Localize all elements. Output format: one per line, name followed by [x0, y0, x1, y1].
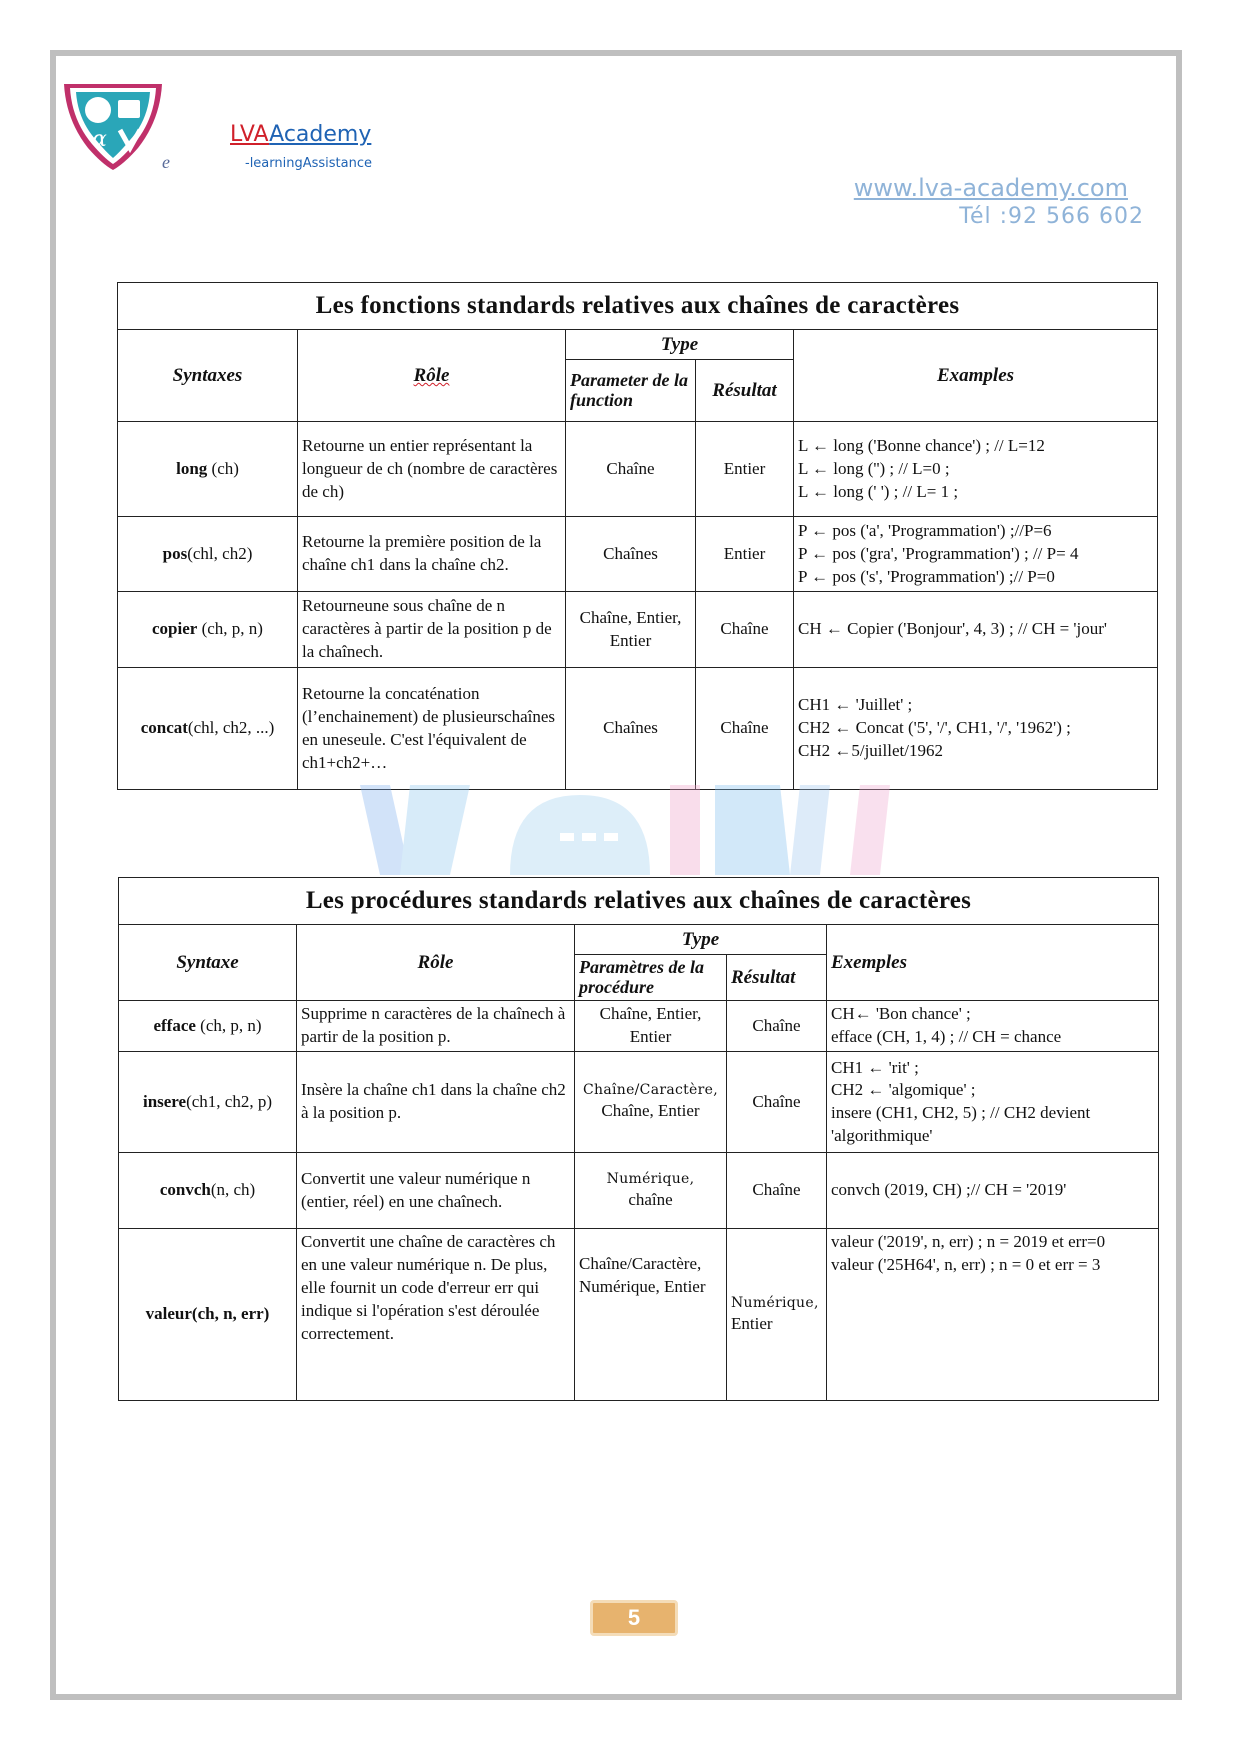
- table-row: [119, 1229, 1159, 1401]
- examples-cell: CH1 ← 'rit' ; CH2 ← 'algomique' ; insere (CH1, CH2, 5) ; // CH2 devient 'algorithmique': [827, 1052, 1159, 1153]
- param-cell: Chaîne/Caractère, Numérique, Entier: [575, 1229, 727, 1401]
- table-row: [118, 422, 1158, 517]
- brand-lva: LVA: [230, 122, 270, 147]
- role-cell: Retourne la première position de la chaîne ch1 dans la chaîne ch2.: [298, 517, 566, 592]
- syntax-cell: convch(n, ch): [119, 1153, 297, 1229]
- examples-cell: P ← pos ('a', 'Programmation') ;//P=6 P ← pos ('gra', 'Programmation') ; // P= 4 P ← pos ('s', 'Programmation') ;// P=0: [794, 517, 1158, 592]
- header-type: Type: [575, 924, 827, 955]
- brand-academy: Academy: [269, 122, 372, 147]
- svg-text:α: α: [92, 127, 107, 152]
- role-cell: Convertit une chaîne de caractères ch en une valeur numérique n. De plus, elle fournit un code d'erreur err qui indique si l'opération s'est déroulée correctement.: [297, 1229, 575, 1401]
- header-syntaxes: Syntaxes: [118, 329, 298, 422]
- syntax-cell: concat(chl, ch2, ...): [118, 668, 298, 790]
- syntax-cell: valeur(ch, n, err): [119, 1229, 297, 1401]
- role-cell: Retourne la concaténation (l’enchainement) de plusieurschaînes en uneseule. C'est l'équivalent de ch1+ch2+…: [298, 668, 566, 790]
- syntax-cell: copier (ch, p, n): [118, 592, 298, 668]
- syntax-cell: efface (ch, p, n): [119, 1001, 297, 1052]
- functions-table-title: Les fonctions standards relatives aux chaînes de caractères: [118, 283, 1158, 330]
- brand-tagline: -learningAssistance: [245, 156, 372, 171]
- header-exemples: Exemples: [827, 924, 1159, 1001]
- result-cell: Numérique, Entier: [727, 1229, 827, 1401]
- param-cell: Chaînes: [566, 517, 696, 592]
- examples-cell: CH← 'Bon chance' ; efface (CH, 1, 4) ; // CH = chance: [827, 1001, 1159, 1052]
- procedures-table-title: Les procédures standards relatives aux chaînes de caractères: [119, 878, 1159, 925]
- table-row: [119, 1052, 1159, 1153]
- header-role: Rôle: [298, 329, 566, 422]
- result-cell: Chaîne: [727, 1153, 827, 1229]
- page-number: 5: [590, 1600, 678, 1636]
- role-cell: Supprime n caractères de la chaînech à partir de la position p.: [297, 1001, 575, 1052]
- table-row: [118, 592, 1158, 668]
- param-cell: Chaîne/Caractère, Chaîne, Entier: [575, 1052, 727, 1153]
- examples-cell: L ← long ('Bonne chance') ; // L=12 L ← long ('') ; // L=0 ; L ← long (' ') ; // L= 1 ;: [794, 422, 1158, 517]
- examples-cell: CH ← Copier ('Bonjour', 4, 3) ; // CH = 'jour': [794, 592, 1158, 668]
- header-examples: Examples: [794, 329, 1158, 422]
- syntax-cell: pos(chl, ch2): [118, 517, 298, 592]
- result-cell: Entier: [696, 517, 794, 592]
- functions-table: [117, 282, 1158, 790]
- result-cell: Chaîne: [727, 1052, 827, 1153]
- result-cell: Chaîne: [727, 1001, 827, 1052]
- syntax-cell: insere(ch1, ch2, p): [119, 1052, 297, 1153]
- procedures-table: [118, 877, 1159, 1401]
- role-cell: Convertit une valeur numérique n (entier, réel) en une chaînech.: [297, 1153, 575, 1229]
- header-result: Résultat: [696, 360, 794, 422]
- logo-watermark-icon: [360, 785, 910, 875]
- result-cell: Chaîne: [696, 668, 794, 790]
- result-cell: Entier: [696, 422, 794, 517]
- header-type: Type: [566, 329, 794, 360]
- logo-e-letter: e: [162, 152, 170, 172]
- syntax-cell: long (ch): [118, 422, 298, 517]
- param-cell: Chaîne, Entier, Entier: [575, 1001, 727, 1052]
- header-parameter: Parameter de la function: [566, 360, 696, 422]
- header-role: Rôle: [297, 924, 575, 1001]
- param-cell: Numérique, chaîne: [575, 1153, 727, 1229]
- role-cell: Retourne un entier représentant la longueur de ch (nombre de caractères de ch): [298, 422, 566, 517]
- result-cell: Chaîne: [696, 592, 794, 668]
- examples-cell: CH1 ← 'Juillet' ; CH2 ← Concat ('5', '/', CH1, '/', '1962') ; CH2 ←5/juillet/1962: [794, 668, 1158, 790]
- header-parameters: Paramètres de la procédure: [575, 955, 727, 1001]
- table-row: [118, 668, 1158, 790]
- role-cell: Insère la chaîne ch1 dans la chaîne ch2 à la position p.: [297, 1052, 575, 1153]
- table-row: [119, 1153, 1159, 1229]
- header-result: Résultat: [727, 955, 827, 1001]
- param-cell: Chaîne: [566, 422, 696, 517]
- brand-name: [230, 122, 371, 147]
- phone-number: Tél :92 566 602: [959, 204, 1144, 229]
- academy-logo-icon: [58, 80, 168, 172]
- website-link[interactable]: www.lva-academy.com: [853, 174, 1128, 202]
- role-cell: Retourneune sous chaîne de n caractères à partir de la position p de la chaînech.: [298, 592, 566, 668]
- examples-cell: valeur ('2019', n, err) ; n = 2019 et err=0 valeur ('25H64', n, err) ; n = 0 et err = 3: [827, 1229, 1159, 1401]
- table-row: [119, 1001, 1159, 1052]
- param-cell: Chaînes: [566, 668, 696, 790]
- table-row: [118, 517, 1158, 592]
- param-cell: Chaîne, Entier, Entier: [566, 592, 696, 668]
- header-syntaxe: Syntaxe: [119, 924, 297, 1001]
- examples-cell: convch (2019, CH) ;// CH = '2019': [827, 1153, 1159, 1229]
